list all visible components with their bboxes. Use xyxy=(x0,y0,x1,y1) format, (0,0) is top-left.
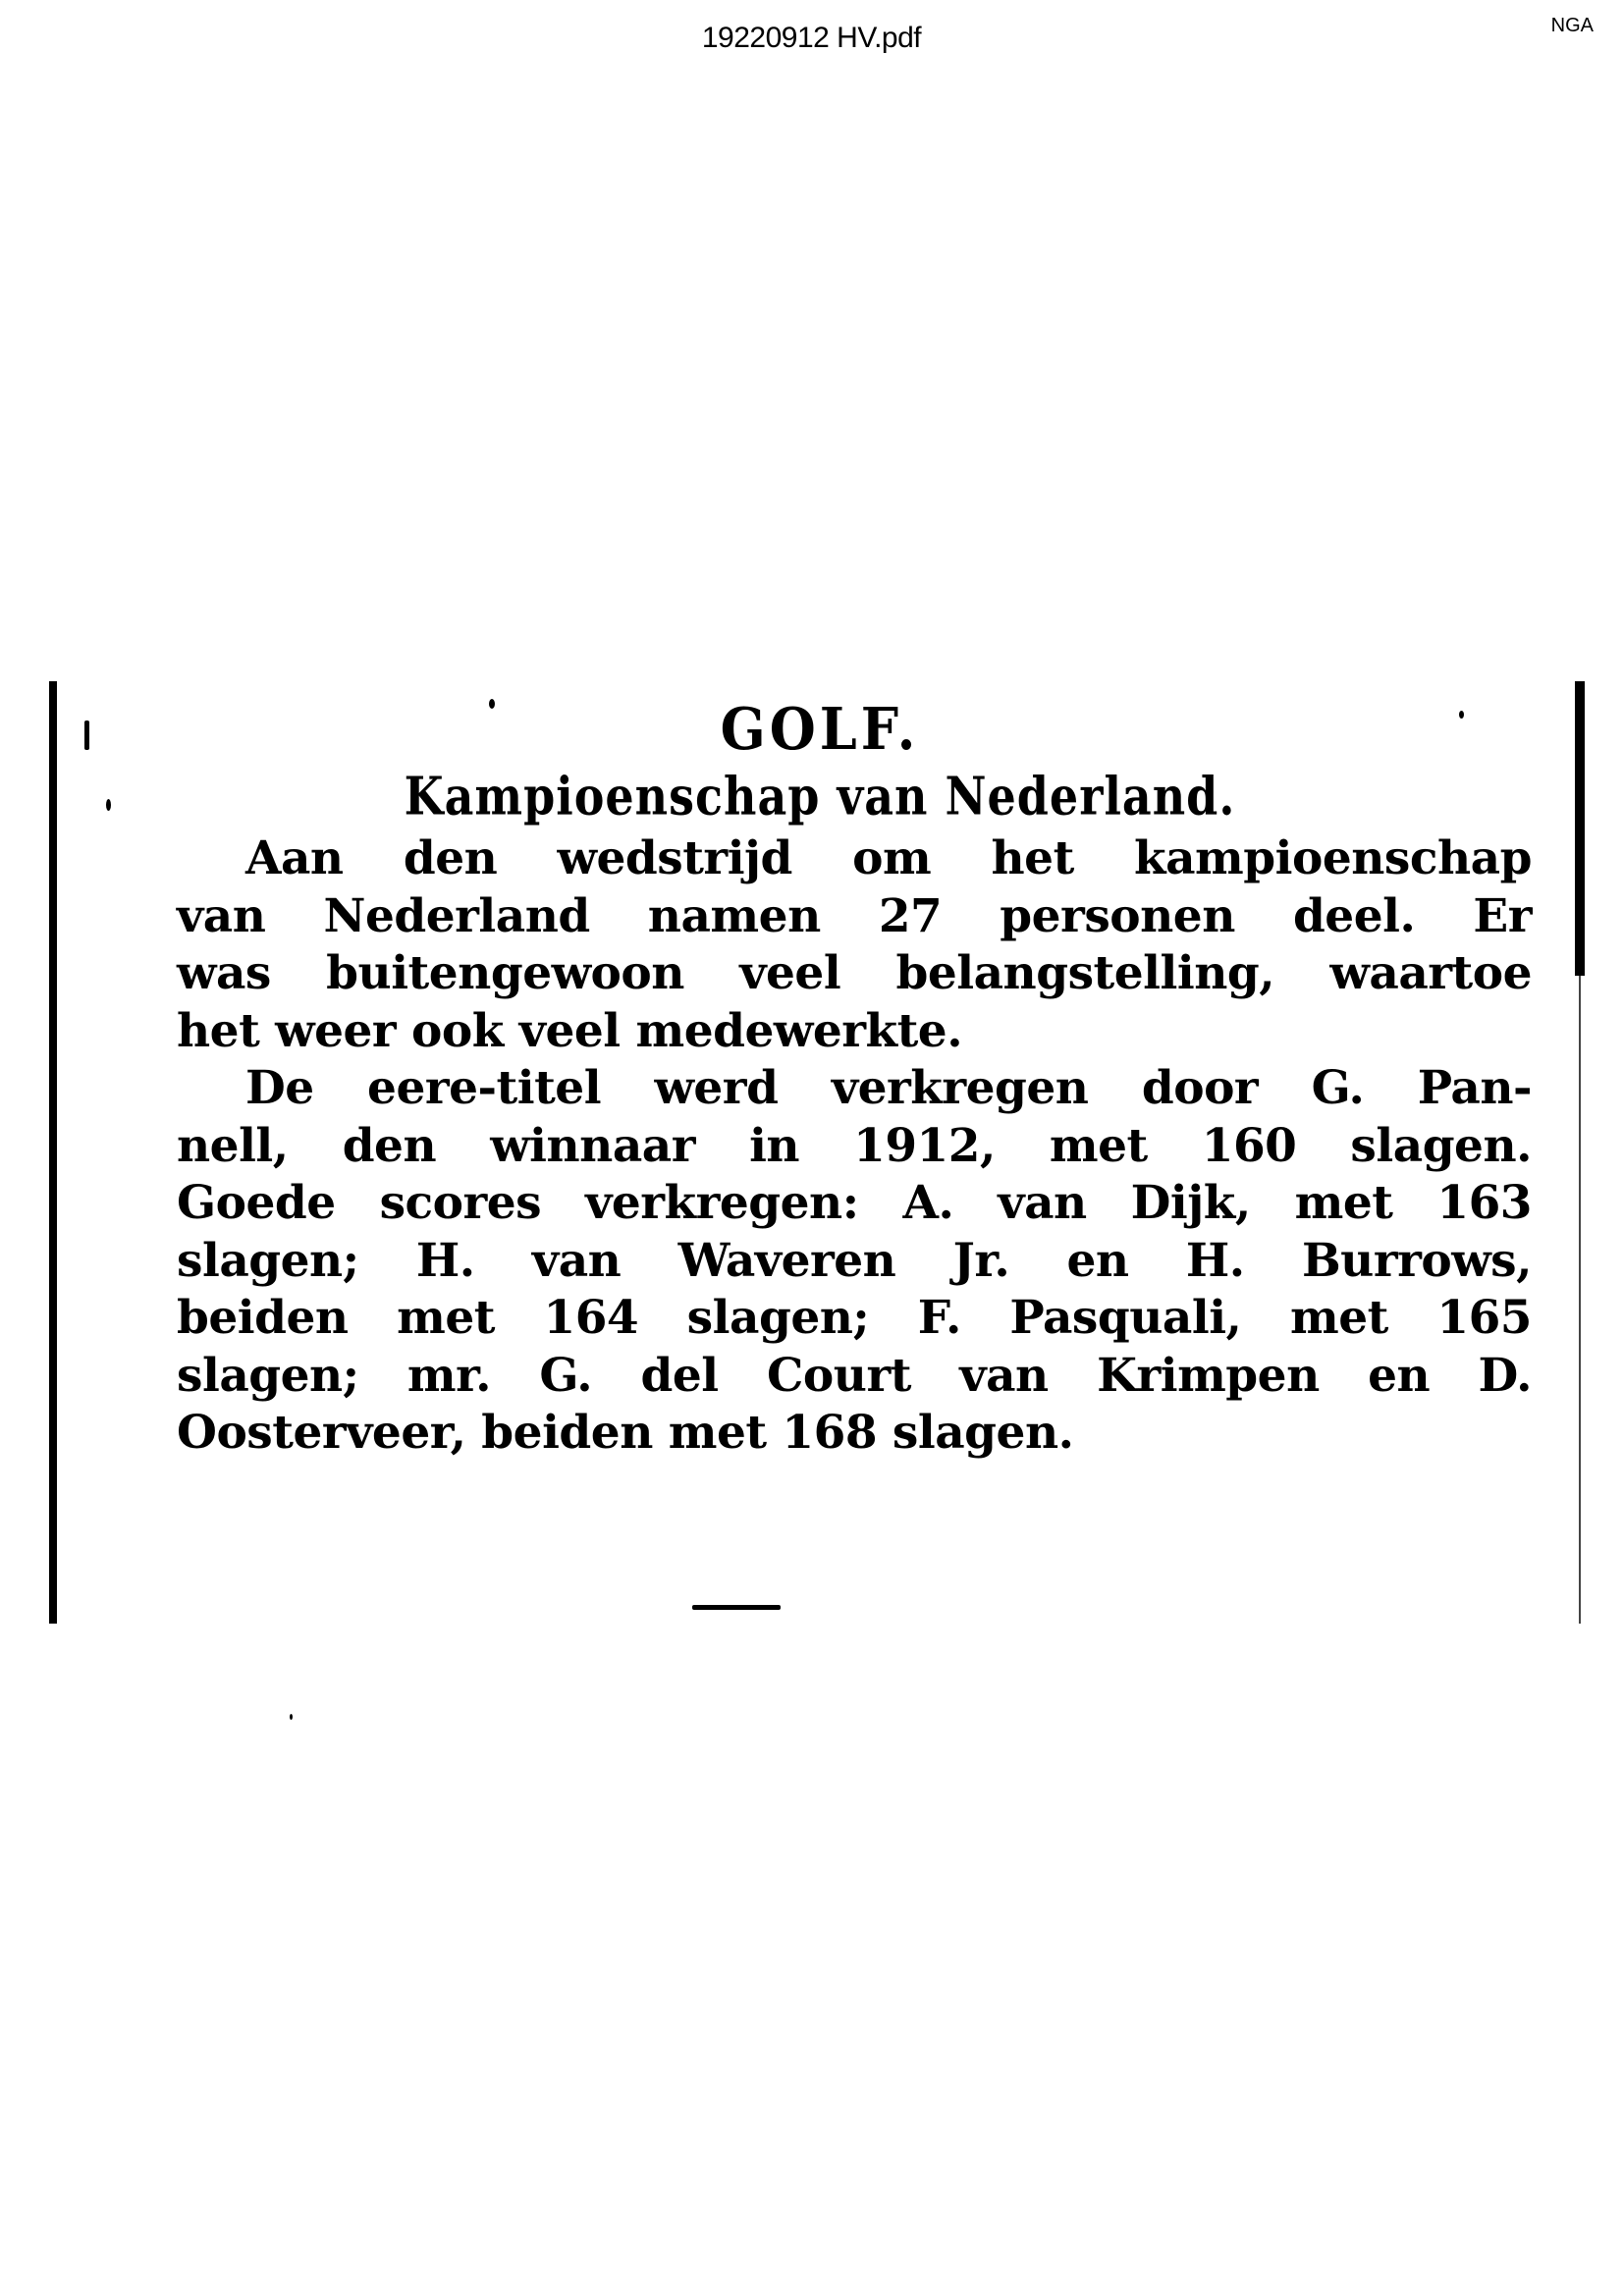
scan-speck xyxy=(290,1714,293,1720)
scan-speck xyxy=(84,721,89,750)
end-of-article-rule xyxy=(692,1605,781,1610)
text-line: was buitengewoon veel belangstelling, waartoe xyxy=(177,946,1532,1000)
newspaper-clipping xyxy=(49,681,1581,1624)
text-line: slagen; mr. G. del Court van Krimpen en D. xyxy=(177,1348,1532,1403)
text-line: De eere-titel werd verkregen door G. Pan- xyxy=(245,1061,1532,1115)
section-title: GOLF. xyxy=(720,693,920,764)
text-line: het weer ook veel medewerkte. xyxy=(177,1003,963,1058)
clipping-border-right xyxy=(1575,681,1585,976)
paragraph-2 xyxy=(108,1060,1532,1463)
clipping-border-left xyxy=(49,681,57,1624)
clipping-border-right-faint xyxy=(1579,976,1581,1624)
text-line: beiden met 164 slagen; F. Pasquali, met 165 xyxy=(177,1291,1532,1345)
paragraph-1 xyxy=(108,830,1532,1060)
text-line: Aan den wedstrijd om het kampioenschap xyxy=(245,831,1532,885)
source-tag: NGA xyxy=(1550,15,1594,36)
text-line: Oosterveer, beiden met 168 slagen. xyxy=(177,1406,1074,1460)
text-line: slagen; H. van Waveren Jr. en H. Burrows, xyxy=(177,1233,1532,1288)
text-line: Goede scores verkregen: A. van Dijk, met 163 xyxy=(177,1176,1532,1230)
article-subtitle: Kampioenschap van Nederland. xyxy=(404,765,1236,828)
text-line: van Nederland namen 27 personen deel. Er xyxy=(177,888,1532,943)
text-line: nell, den winnaar in 1912, met 160 slagen. xyxy=(177,1118,1532,1173)
article xyxy=(108,681,1532,1463)
pdf-filename: 19220912 HV.pdf xyxy=(701,22,922,54)
article-body xyxy=(108,830,1532,1463)
